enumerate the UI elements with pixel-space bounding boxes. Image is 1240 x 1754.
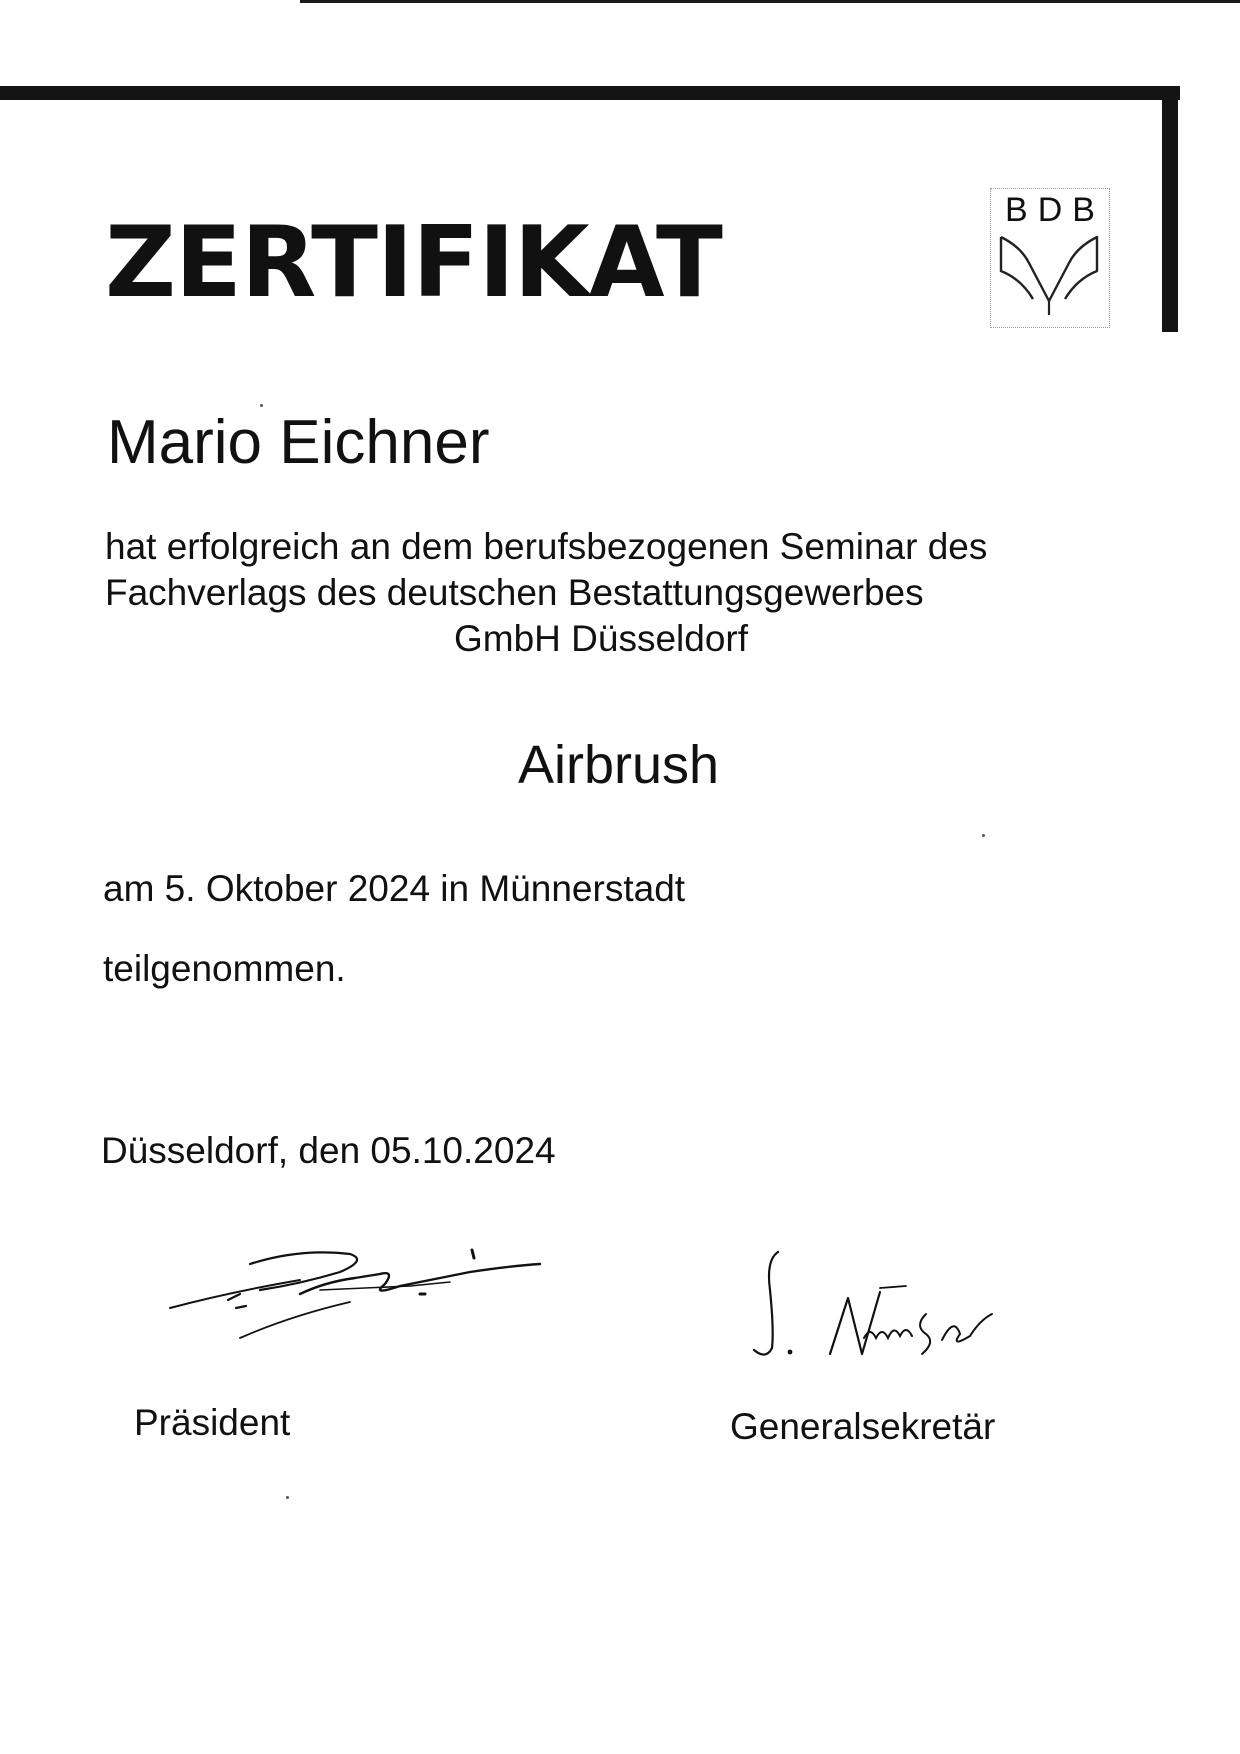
frame-top-bar bbox=[0, 86, 1180, 100]
logo-text: BDB bbox=[1005, 191, 1105, 229]
scan-speck bbox=[286, 1496, 289, 1499]
secretary-role: Generalsekretär bbox=[730, 1406, 996, 1447]
president-signature bbox=[150, 1220, 570, 1380]
recipient-name: Mario Eichner bbox=[107, 408, 490, 477]
president-role: Präsident bbox=[134, 1402, 291, 1443]
bdb-logo bbox=[990, 188, 1110, 328]
frame-right-bar bbox=[1162, 98, 1178, 332]
certificate-title: ZERTIFIKAT bbox=[105, 206, 722, 320]
scan-edge-line bbox=[300, 0, 1240, 3]
date-location: am 5. Oktober 2024 in Münnerstadt bbox=[103, 868, 686, 909]
body-text-line-1: hat erfolgreich an dem berufsbezogenen Seminar des bbox=[105, 526, 988, 567]
secretary-signature bbox=[730, 1230, 1150, 1390]
scan-speck bbox=[260, 404, 263, 407]
body-text-line-3: GmbH Düsseldorf bbox=[454, 618, 749, 659]
participated-text: teilgenommen. bbox=[103, 948, 346, 989]
scan-speck bbox=[982, 834, 985, 837]
place-date: Düsseldorf, den 05.10.2024 bbox=[101, 1130, 556, 1171]
course-title: Airbrush bbox=[518, 735, 720, 795]
body-text-line-2: Fachverlags des deutschen Bestattungsgewerbes bbox=[105, 572, 924, 613]
